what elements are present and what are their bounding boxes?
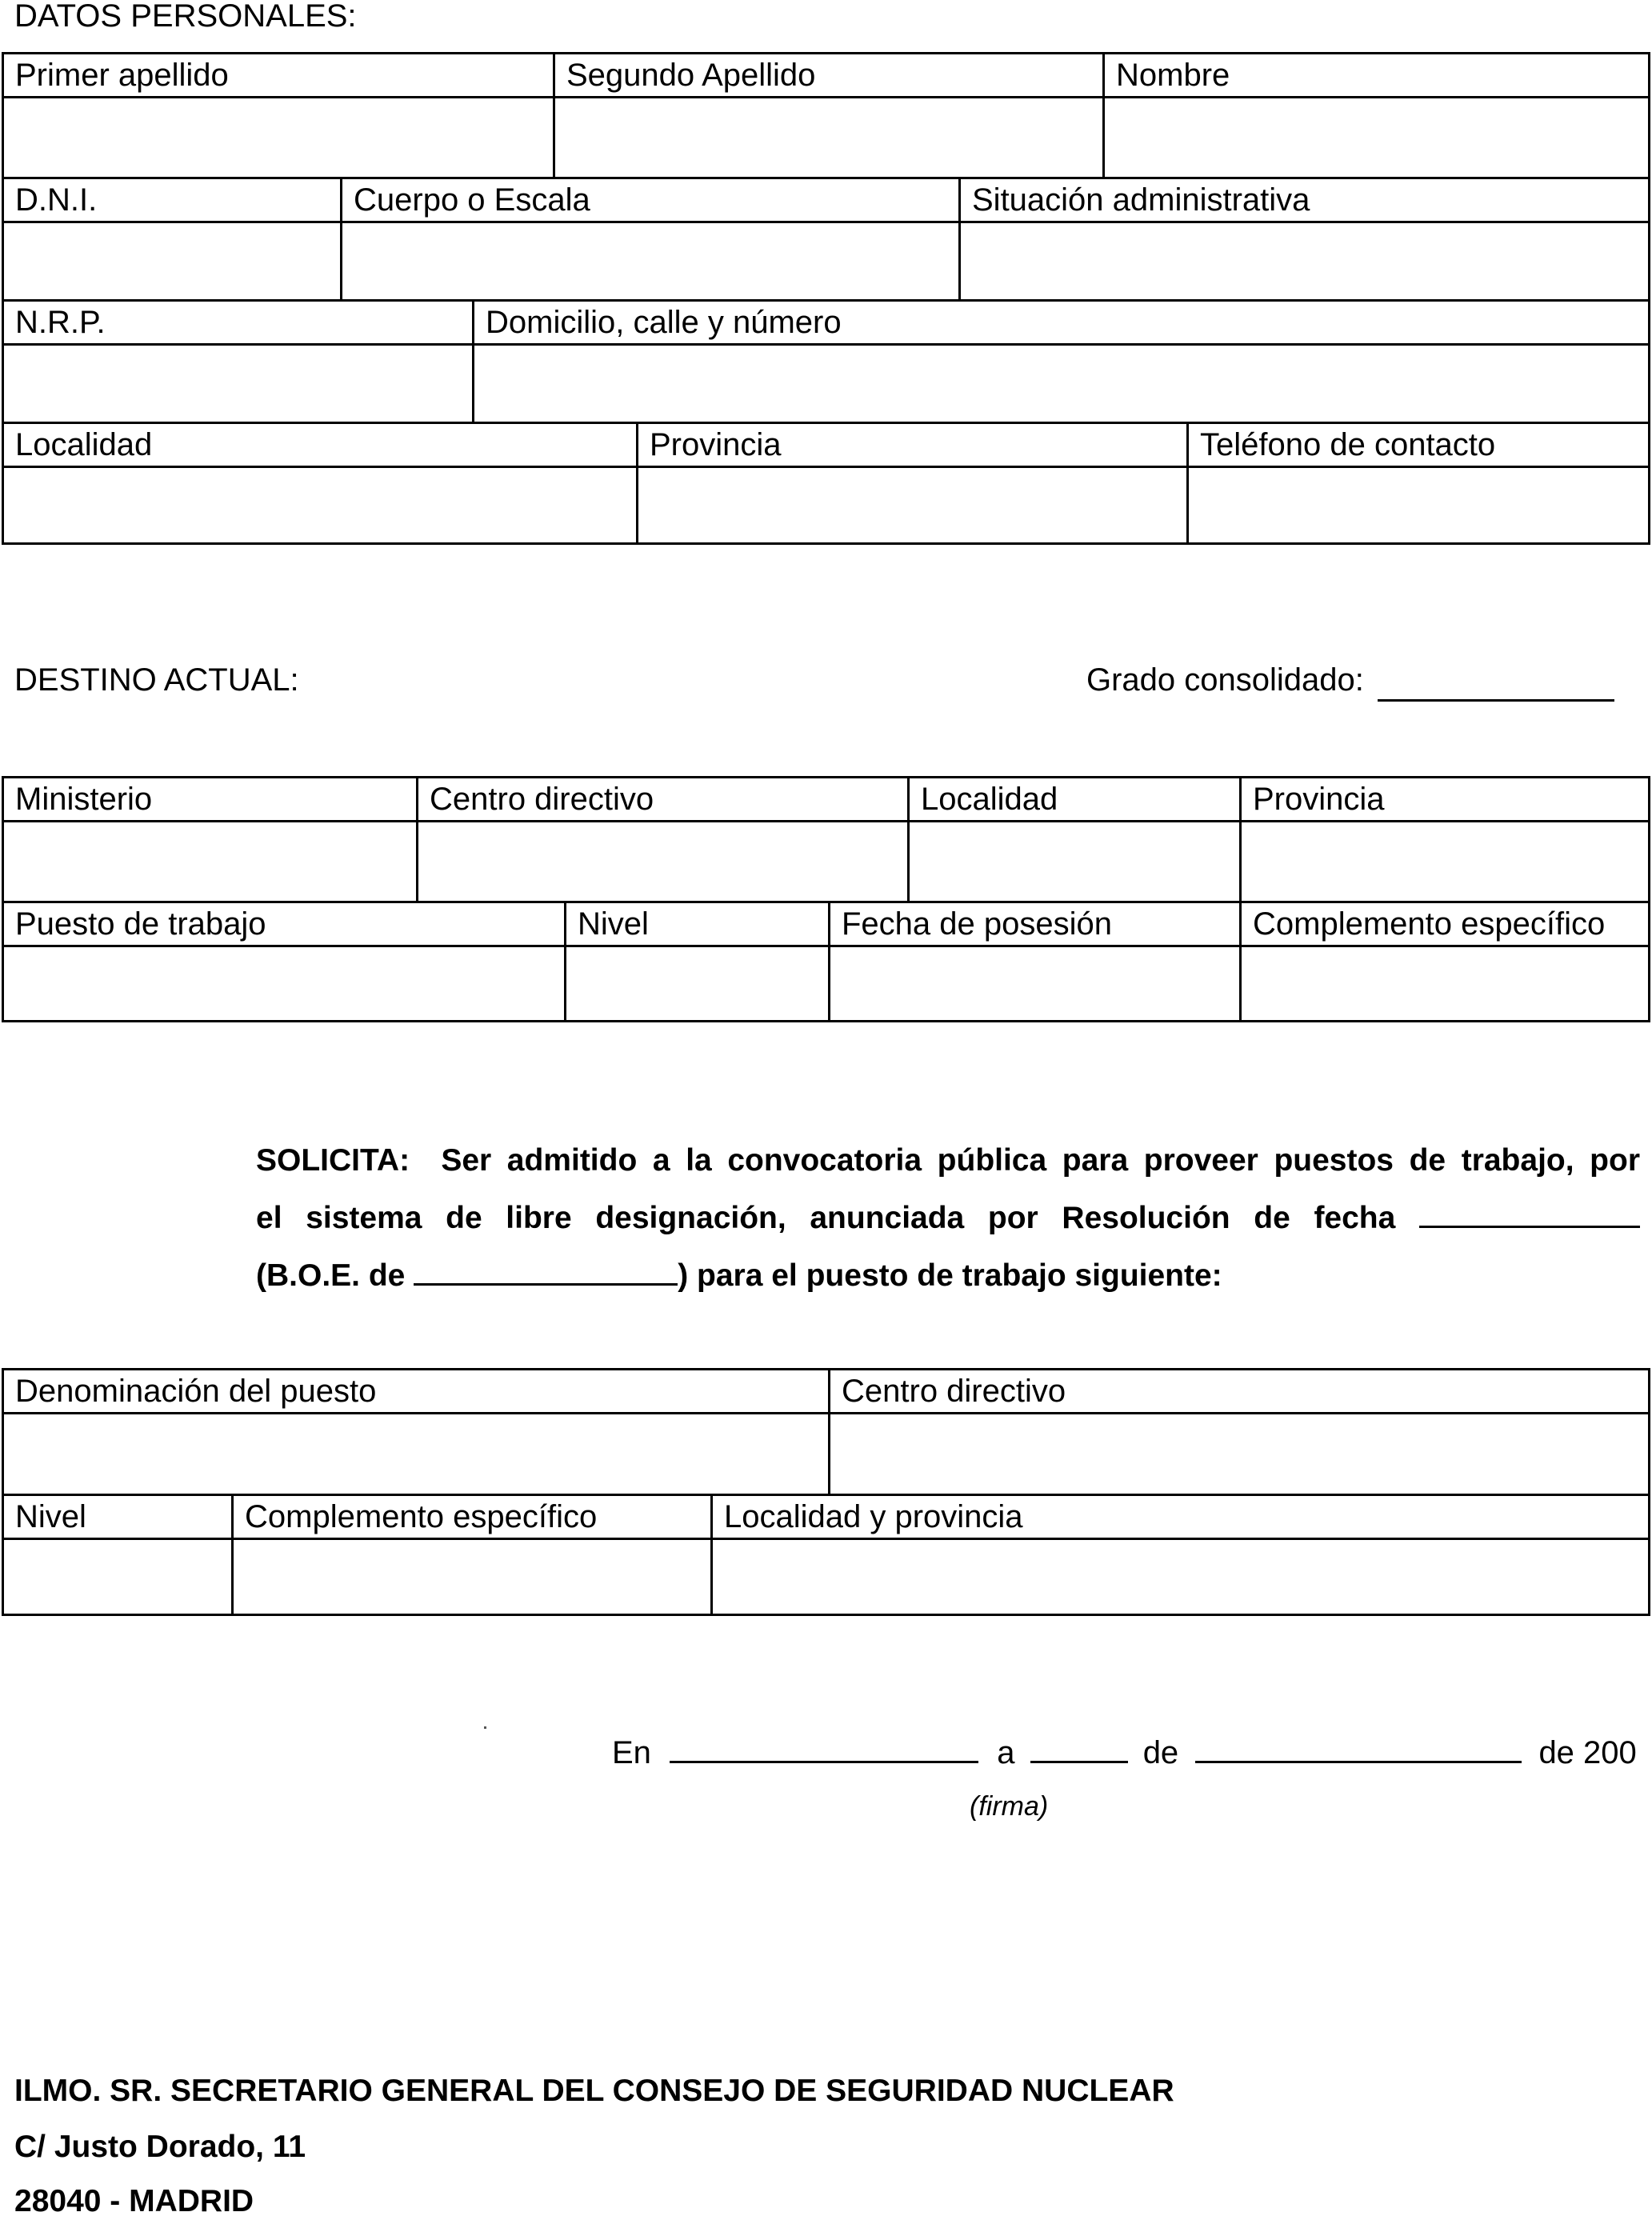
ministerio-cell[interactable] — [4, 778, 416, 901]
solicita-line-3 — [256, 1247, 1640, 1305]
complemento-especifico-actual-label: Complemento específico — [1253, 906, 1606, 942]
segundo-apellido-cell[interactable] — [553, 54, 1102, 177]
dni-label: D.N.I. — [15, 182, 98, 218]
en-label: En — [612, 1735, 651, 1770]
localidad-provincia-label: Localidad y provincia — [724, 1499, 1023, 1534]
solicita-label: SOLICITA: — [256, 1143, 410, 1178]
destinatario-line-3: 28040 - MADRID — [14, 2184, 254, 2218]
localidad-provincia-cell[interactable] — [710, 1496, 1648, 1614]
table-row — [4, 177, 1648, 299]
segundo-apellido-value[interactable] — [566, 101, 1091, 174]
domicilio-cell[interactable] — [472, 302, 1648, 422]
provincia-label: Provincia — [650, 427, 782, 462]
solicita-text-2: el sistema de libre designación, anunciada por Resolución de fecha — [256, 1201, 1396, 1235]
localidad-actual-value[interactable] — [921, 825, 1228, 898]
dni-cell[interactable] — [4, 179, 340, 299]
primer-apellido-value[interactable] — [15, 101, 542, 174]
localidad-actual-label: Localidad — [921, 782, 1058, 817]
lugar-field[interactable] — [670, 1735, 978, 1763]
telefono-contacto-cell[interactable] — [1186, 424, 1648, 542]
puesto-solicitado-table — [2, 1368, 1650, 1616]
cuerpo-escala-value[interactable] — [354, 226, 947, 296]
nrp-label: N.R.P. — [15, 305, 106, 340]
telefono-contacto-value[interactable] — [1200, 470, 1637, 539]
destinatario-line-1: ILMO. SR. SECRETARIO GENERAL DEL CONSEJO DE SEGURIDAD NUCLEAR — [14, 2074, 1174, 2108]
denominacion-puesto-label: Denominación del puesto — [15, 1374, 377, 1409]
centro-directivo-actual-cell[interactable] — [416, 778, 907, 901]
de-year-label: de 200 — [1538, 1735, 1637, 1770]
boe-fecha-field[interactable] — [414, 1258, 678, 1286]
datos-personales-title: DATOS PERSONALES: — [14, 0, 357, 34]
provincia-value[interactable] — [650, 470, 1175, 539]
a-label: a — [997, 1735, 1015, 1770]
table-row — [4, 901, 1648, 1020]
cuerpo-escala-label: Cuerpo o Escala — [354, 182, 590, 218]
situacion-administrativa-cell[interactable] — [958, 179, 1648, 299]
primer-apellido-cell[interactable] — [4, 54, 553, 177]
solicita-line-2 — [256, 1190, 1640, 1247]
nivel-puesto-value[interactable] — [15, 1542, 220, 1610]
firma-line — [612, 1734, 1637, 1772]
provincia-cell[interactable] — [636, 424, 1186, 542]
localidad-provincia-value[interactable] — [724, 1542, 1637, 1610]
de-label: de — [1142, 1735, 1179, 1770]
puesto-trabajo-value[interactable] — [15, 950, 553, 1017]
destino-actual-table — [2, 776, 1650, 1022]
table-row — [4, 422, 1648, 542]
centro-directivo-puesto-cell[interactable] — [828, 1370, 1648, 1494]
table-row — [4, 1370, 1648, 1494]
localidad-value[interactable] — [15, 470, 625, 539]
complemento-especifico-actual-value[interactable] — [1253, 950, 1637, 1017]
segundo-apellido-label: Segundo Apellido — [566, 58, 816, 93]
centro-directivo-puesto-label: Centro directivo — [842, 1374, 1066, 1409]
puesto-trabajo-label: Puesto de trabajo — [15, 906, 266, 942]
nombre-value[interactable] — [1116, 101, 1637, 174]
provincia-actual-label: Provincia — [1253, 782, 1385, 817]
puesto-trabajo-cell[interactable] — [4, 903, 564, 1020]
solicita-text-3b: ) para el puesto de trabajo siguiente: — [678, 1258, 1222, 1293]
nombre-cell[interactable] — [1102, 54, 1648, 177]
table-row — [4, 299, 1648, 422]
localidad-label: Localidad — [15, 427, 153, 462]
denominacion-puesto-value[interactable] — [15, 1417, 817, 1490]
localidad-cell[interactable] — [4, 424, 636, 542]
solicita-paragraph — [256, 1132, 1640, 1305]
domicilio-label: Domicilio, calle y número — [486, 305, 842, 340]
complemento-especifico-puesto-value[interactable] — [245, 1542, 699, 1610]
domicilio-value[interactable] — [486, 348, 1637, 418]
nivel-actual-cell[interactable] — [564, 903, 828, 1020]
localidad-actual-cell[interactable] — [907, 778, 1239, 901]
mes-field[interactable] — [1195, 1735, 1522, 1763]
complemento-especifico-actual-cell[interactable] — [1239, 903, 1648, 1020]
destinatario-line-2: C/ Justo Dorado, 11 — [14, 2130, 306, 2164]
solicita-text-1: Ser admitido a la convocatoria pública para proveer puestos de trabajo, por — [441, 1143, 1640, 1178]
primer-apellido-label: Primer apellido — [15, 58, 229, 93]
destino-actual-title: DESTINO ACTUAL: — [14, 662, 299, 698]
fecha-resolucion-field[interactable] — [1419, 1200, 1640, 1228]
firma-label: (firma) — [970, 1791, 1049, 1822]
datos-personales-table — [2, 52, 1650, 545]
dia-field[interactable] — [1030, 1735, 1128, 1763]
cuerpo-escala-cell[interactable] — [340, 179, 958, 299]
solicita-line-1 — [256, 1132, 1640, 1190]
nivel-puesto-cell[interactable] — [4, 1496, 231, 1614]
nombre-label: Nombre — [1116, 58, 1230, 93]
telefono-contacto-label: Teléfono de contacto — [1200, 427, 1496, 462]
table-row — [4, 1494, 1648, 1614]
ministerio-label: Ministerio — [15, 782, 153, 817]
table-row — [4, 778, 1648, 901]
grado-consolidado-label: Grado consolidado: — [1086, 662, 1364, 698]
complemento-especifico-puesto-label: Complemento específico — [245, 1499, 598, 1534]
centro-directivo-actual-label: Centro directivo — [430, 782, 654, 817]
grado-consolidado-field[interactable] — [1378, 669, 1614, 702]
solicita-text-3a: (B.O.E. de — [256, 1258, 406, 1293]
stray-dot — [484, 1726, 486, 1729]
fecha-posesion-cell[interactable] — [828, 903, 1239, 1020]
dni-value[interactable] — [15, 226, 329, 296]
denominacion-puesto-cell[interactable] — [4, 1370, 828, 1494]
situacion-administrativa-label: Situación administrativa — [972, 182, 1310, 218]
provincia-actual-cell[interactable] — [1239, 778, 1648, 901]
complemento-especifico-puesto-cell[interactable] — [231, 1496, 710, 1614]
centro-directivo-puesto-value[interactable] — [842, 1417, 1637, 1490]
situacion-administrativa-value[interactable] — [972, 226, 1637, 296]
ministerio-value[interactable] — [15, 825, 405, 898]
centro-directivo-actual-value[interactable] — [430, 825, 896, 898]
nrp-cell[interactable] — [4, 302, 472, 422]
nrp-value[interactable] — [15, 348, 461, 418]
table-row — [4, 54, 1648, 177]
fecha-posesion-label: Fecha de posesión — [842, 906, 1113, 942]
provincia-actual-value[interactable] — [1253, 825, 1637, 898]
nivel-actual-label: Nivel — [578, 906, 649, 942]
nivel-puesto-label: Nivel — [15, 1499, 86, 1534]
fecha-posesion-value[interactable] — [842, 950, 1228, 1017]
nivel-actual-value[interactable] — [578, 950, 817, 1017]
